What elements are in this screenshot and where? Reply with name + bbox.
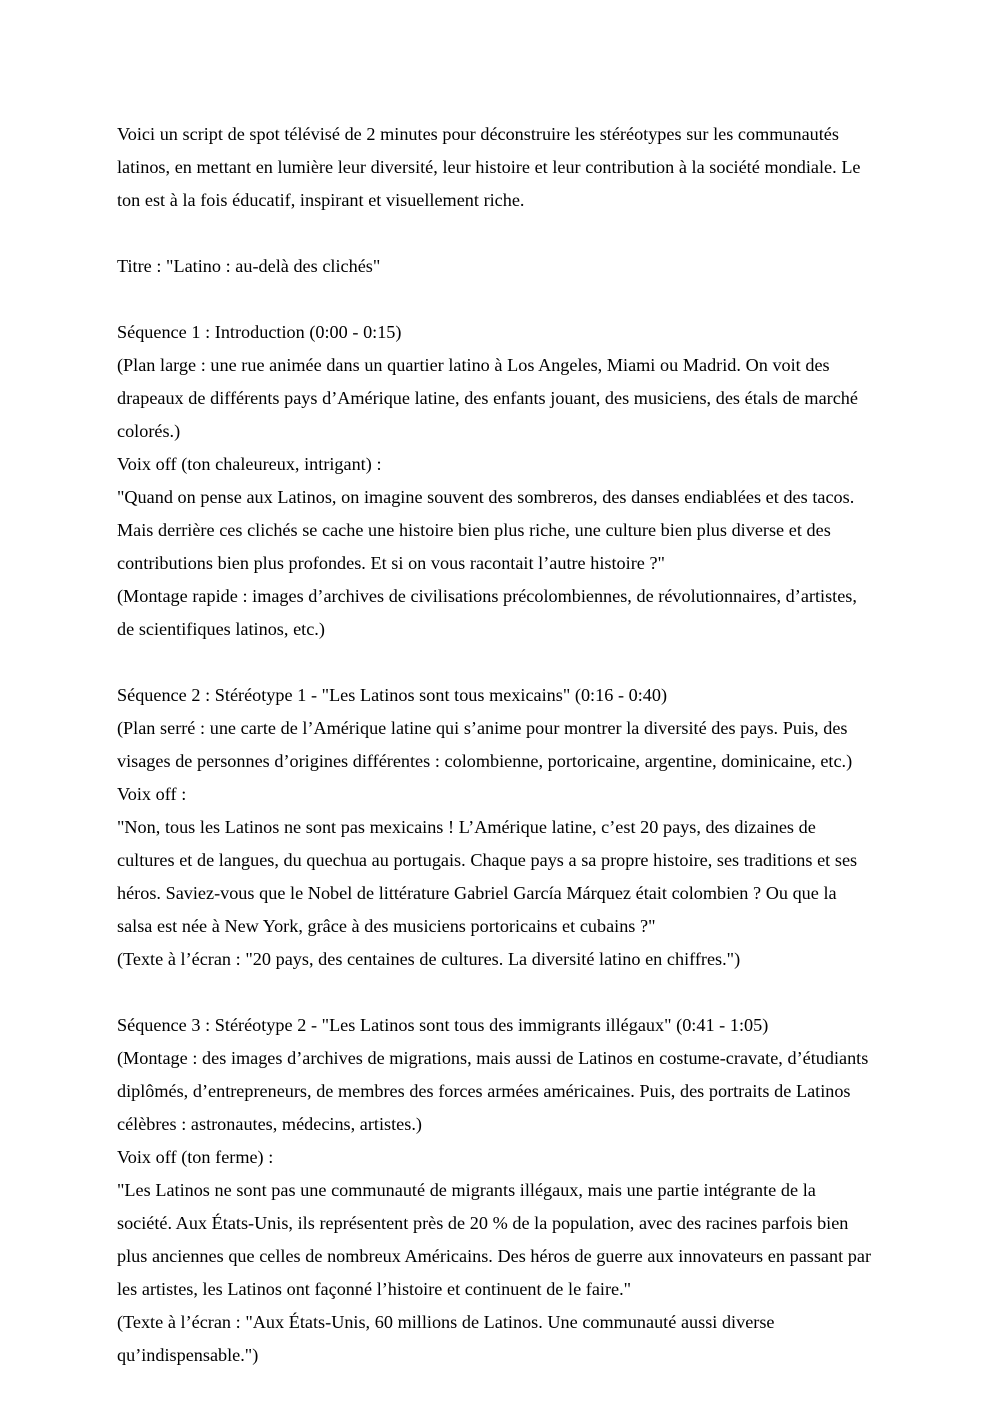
voiceover-label: Voix off (ton ferme) :	[117, 1147, 274, 1167]
paragraph-title	[117, 250, 872, 283]
paragraph-sequence-2	[117, 679, 872, 976]
voiceover-text: "Quand on pense aux Latinos, on imagine souvent des sombreros, des danses endiablées et des tacos. Mais derrière ces clichés se cache une histoire bien plus riche, une culture bien plus diverse et des contributions bien plus profondes. Et si on vous racontait l’autre histoire ?"	[117, 487, 855, 573]
paragraph-sequence-1	[117, 316, 872, 646]
paragraph-sequence-3	[117, 1009, 872, 1372]
screen-text: (Texte à l’écran : "20 pays, des centaines de cultures. La diversité latino en chiffres.")	[117, 949, 741, 969]
document-body	[117, 118, 872, 1372]
voiceover-text: "Les Latinos ne sont pas une communauté de migrants illégaux, mais une partie intégrante de la société. Aux États-Unis, ils représentent près de 20 % de la population, avec des racines parfois bien plus anciennes que celles de nombreux Américains. Des héros de guerre aux innovateurs en passant par les artistes, les Latinos ont façonné l’histoire et continuent de le faire."	[117, 1180, 872, 1299]
voiceover-text: "Non, tous les Latinos ne sont pas mexicains ! L’Amérique latine, c’est 20 pays, des dizaines de cultures et de langues, du quechua au portugais. Chaque pays a sa propre histoire, ses traditions et ses héros. Saviez-vous que le Nobel de littérature Gabriel García Márquez était colombien ? Ou que la salsa est née à New York, grâce à des musiciens portoricains et cubains ?"	[117, 817, 858, 936]
sequence-heading: Séquence 1 : Introduction (0:00 - 0:15)	[117, 322, 402, 342]
stage-direction: (Plan large : une rue animée dans un quartier latino à Los Angeles, Miami ou Madrid. On voit des drapeaux de différents pays d’Amérique latine, des enfants jouant, des musiciens, des étals de marché colorés.)	[117, 355, 858, 441]
screen-text: (Texte à l’écran : "Aux États-Unis, 60 millions de Latinos. Une communauté aussi diverse qu’indispensable.")	[117, 1312, 775, 1365]
voiceover-label: Voix off (ton chaleureux, intrigant) :	[117, 454, 382, 474]
stage-direction: (Plan serré : une carte de l’Amérique latine qui s’anime pour montrer la diversité des pays. Puis, des visages de personnes d’origines différentes : colombienne, portoricaine, argentine, dominicaine, etc.)	[117, 718, 853, 771]
stage-direction: (Montage rapide : images d’archives de civilisations précolombiennes, de révolutionnaires, d’artistes, de scientifiques latinos, etc.)	[117, 586, 857, 639]
voiceover-label: Voix off :	[117, 784, 187, 804]
text-line: Titre : "Latino : au-delà des clichés"	[117, 256, 381, 276]
stage-direction: (Montage : des images d’archives de migrations, mais aussi de Latinos en costume-cravate, d’étudiants diplômés, d’entrepreneurs, de membres des forces armées américaines. Puis, des portraits de Latinos célèbres : astronautes, médecins, artistes.)	[117, 1048, 869, 1134]
paragraph-intro	[117, 118, 872, 217]
sequence-heading: Séquence 2 : Stéréotype 1 - "Les Latinos sont tous mexicains" (0:16 - 0:40)	[117, 685, 668, 705]
sequence-heading: Séquence 3 : Stéréotype 2 - "Les Latinos sont tous des immigrants illégaux" (0:41 - 1:05)	[117, 1015, 769, 1035]
text-line: Voici un script de spot télévisé de 2 minutes pour déconstruire les stéréotypes sur les communautés latinos, en mettant en lumière leur diversité, leur histoire et leur contribution à la société mondiale. Le ton est à la fois éducatif, inspirant et visuellement riche.	[117, 124, 861, 210]
